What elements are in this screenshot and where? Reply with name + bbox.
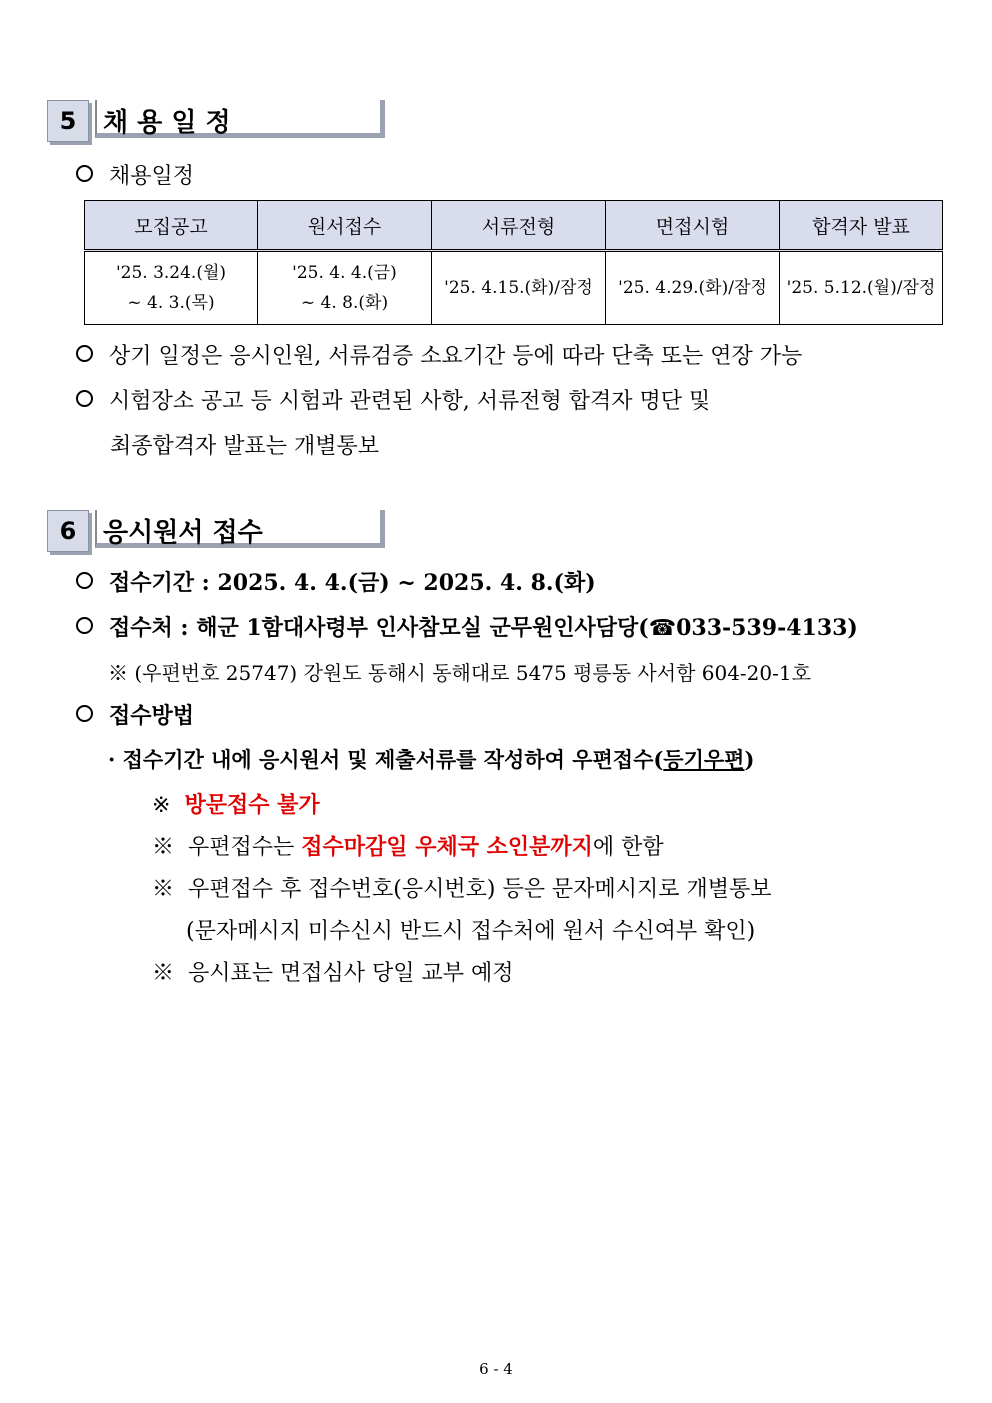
phone-icon: ☎ — [648, 616, 677, 641]
cell-line: ~ 4. 3.(목) — [127, 293, 215, 313]
subheading — [76, 159, 194, 190]
circle-bullet-icon — [76, 572, 93, 589]
table-header-cell: 모집공고 — [85, 201, 258, 251]
section-title: 응시원서 접수 — [103, 518, 263, 548]
method-text: · 접수기간 내에 응시원서 및 제출서류를 작성하여 우편접수( — [108, 747, 664, 772]
section-number: 6 — [47, 510, 89, 552]
mailing-address: ※ (우편번호 25747) 강원도 동해시 동해대로 5475 평릉동 사서함 604-20-1호 — [108, 661, 811, 685]
cell-line: '25. 3.24.(월) — [115, 263, 227, 283]
table-header-cell: 원서접수 — [258, 201, 432, 251]
visit-not-allowed: 방문접수 불가 — [184, 792, 320, 818]
method-heading-text: 접수방법 — [109, 703, 195, 729]
announcement-note — [76, 384, 710, 415]
table-cell — [432, 251, 606, 325]
circle-bullet-icon — [76, 390, 93, 407]
note-ticket — [152, 956, 514, 987]
table-header-cell: 면접시험 — [606, 201, 780, 251]
table-cell — [258, 251, 432, 325]
subheading-text: 채용일정 — [109, 164, 195, 189]
table-header-row — [85, 201, 943, 251]
cell-line: '25. 4.29.(화)/잠정 — [618, 278, 767, 298]
cell-line: '25. 5.12.(월)/잠정 — [786, 278, 936, 298]
reference-mark: ※ — [152, 877, 175, 902]
circle-bullet-icon — [76, 165, 93, 182]
cell-line: '25. 4. 4.(금) — [292, 263, 397, 283]
method-description — [108, 744, 754, 774]
note-text: 우편접수는 — [188, 835, 302, 860]
reference-mark: ※ — [152, 961, 175, 986]
schedule-table — [84, 200, 943, 325]
table-header-cell: 서류전형 — [432, 201, 606, 251]
period-text: 접수기간 : 2025. 4. 4.(금) ~ 2025. 4. 8.(화) — [109, 570, 596, 596]
deadline-emphasis: 접수마감일 우체국 소인분까지 — [301, 834, 593, 860]
circle-bullet-icon — [76, 345, 93, 362]
note-sms — [152, 872, 771, 903]
note-sms-cont: (문자메시지 미수신시 반드시 접수처에 원서 수신여부 확인) — [186, 919, 756, 944]
phone-number: 033-539-4133) — [676, 615, 858, 641]
place-text: 접수처 : 해군 1함대사령부 인사참모실 군무원인사담당( — [109, 615, 649, 641]
method-suffix: ) — [744, 747, 755, 772]
registered-mail-text: 등기우편 — [663, 747, 745, 772]
page-number: 6 - 4 — [479, 1360, 513, 1378]
note-text: 응시표는 면접심사 당일 교부 예정 — [188, 961, 514, 986]
section-title: 채 용 일 정 — [103, 108, 231, 138]
method-heading — [76, 699, 194, 730]
table-cell — [85, 251, 258, 325]
schedule-note — [76, 339, 802, 370]
note-text: 시험장소 공고 등 시험과 관련된 사항, 서류전형 합격자 명단 및 — [109, 389, 711, 414]
application-period — [76, 566, 596, 597]
note-text: 에 한함 — [592, 835, 664, 860]
circle-bullet-icon — [76, 705, 93, 722]
note-visit — [152, 788, 320, 819]
table-header-cell: 합격자 발표 — [780, 201, 943, 251]
table-cell — [606, 251, 780, 325]
note-post — [152, 830, 664, 861]
circle-bullet-icon — [76, 617, 93, 634]
note-text: 우편접수 후 접수번호(응시번호) 등은 문자메시지로 개별통보 — [188, 877, 772, 902]
table-row — [85, 251, 943, 325]
section-number: 5 — [47, 100, 89, 142]
table-cell — [780, 251, 943, 325]
cell-line: '25. 4.15.(화)/잠정 — [444, 278, 593, 298]
announcement-note-cont: 최종합격자 발표는 개별통보 — [110, 434, 380, 459]
note-text: 상기 일정은 응시인원, 서류검증 소요기간 등에 따라 단축 또는 연장 가능 — [109, 344, 803, 369]
reference-mark: ※ — [152, 835, 175, 860]
reference-mark: ※ — [152, 793, 171, 818]
application-place — [76, 611, 858, 642]
cell-line: ~ 4. 8.(화) — [300, 293, 389, 313]
